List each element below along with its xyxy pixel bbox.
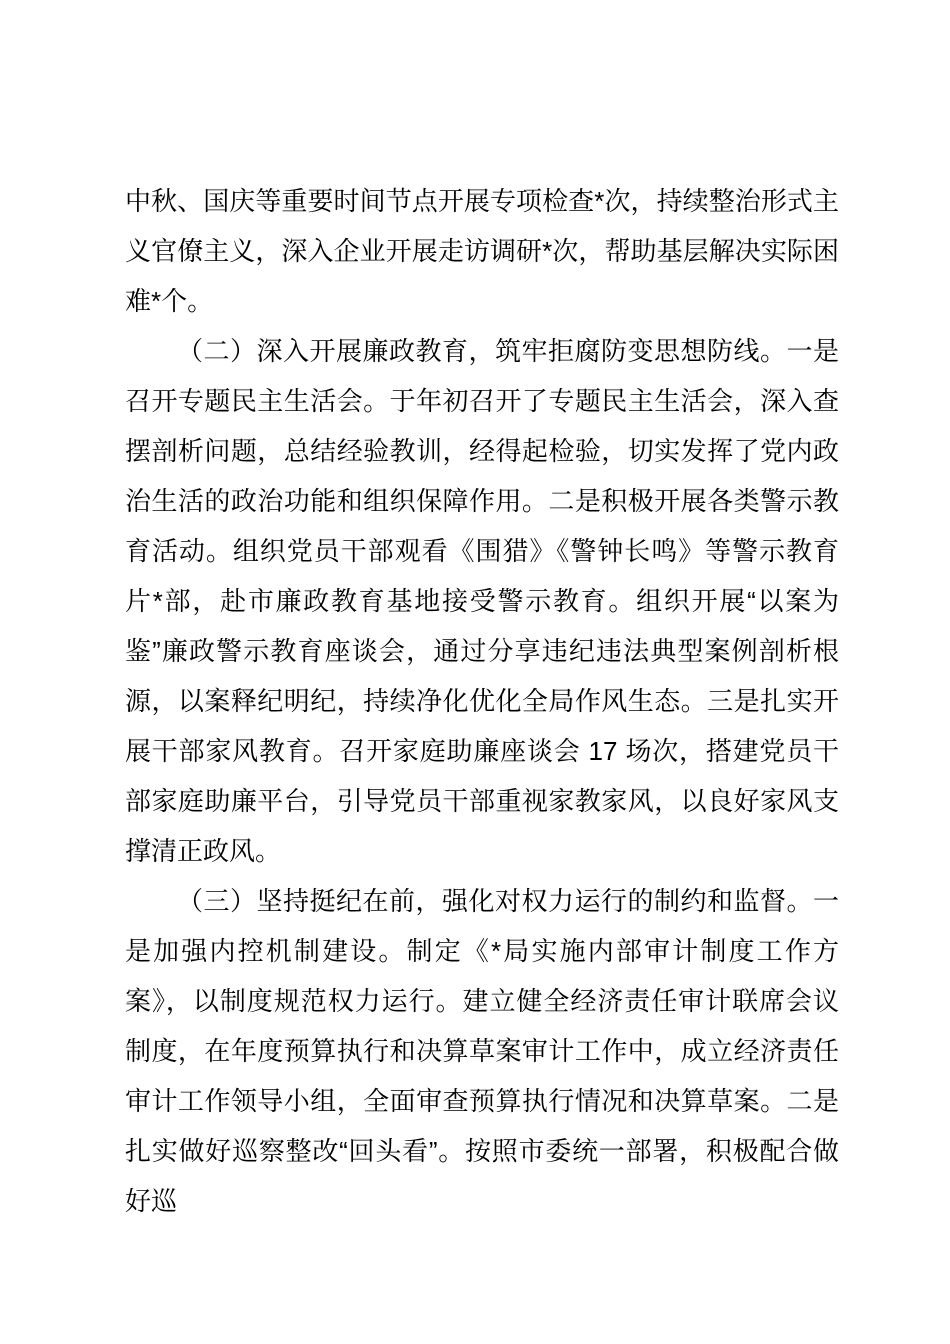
document-body <box>125 176 839 1226</box>
paragraph: 中秋、国庆等重要时间节点开展专项检查*次，持续整治形式主义官僚主义，深入企业开展走访调研*次，帮助基层解决实际困难*个。 <box>125 186 839 316</box>
paragraph: （二）深入开展廉政教育，筑牢拒腐防变思想防线。一是召开专题民主生活会。于年初召开了专题民主生活会，深入查摆剖析问题，总结经验教训，经得起检验，切实发挥了党内政治生活的政治功能和组织保障作用。二是积极开展各类警示教育活动。组织党员干部观看《围猎》《警钟长鸣》等警示教育片*部，赴市廉政教育基地接受警示教育。组织开展“以案为鉴”廉政警示教育座谈会，通过分享违纪违法典型案例剖析根源，以案释纪明纪，持续净化优化全局作风生态。三是扎实开展干部家风教育。召开家庭助廉座谈会 17 场次，搭建党员干部家庭助廉平台，引导党员干部重视家教家风，以良好家风支撑清正政风。 <box>125 336 839 866</box>
paragraph: （三）坚持挺纪在前，强化对权力运行的制约和监督。一是加强内控机制建设。制定《*局实施内部审计制度工作方案》，以制度规范权力运行。建立健全经济责任审计联席会议制度，在年度预算执行和决算草案审计工作中，成立经济责任审计工作领导小组，全面审查预算执行情况和决算草案。二是扎实做好巡察整改“回头看”。按照市委统一部署，积极配合做好巡 <box>125 886 839 1216</box>
